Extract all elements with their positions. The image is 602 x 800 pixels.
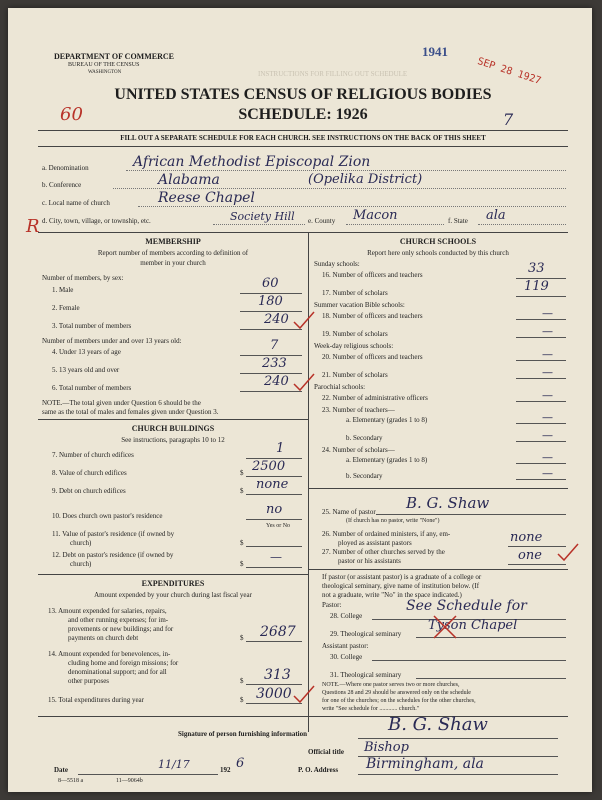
check-mark-icon	[556, 540, 580, 564]
q15-value: 3000	[256, 686, 292, 702]
q8-label: 8. Value of church edifices	[52, 469, 127, 477]
q3-label: 3. Total number of members	[52, 322, 132, 330]
membership-note-1: NOTE.—The total given under Question 6 should be the	[42, 399, 201, 407]
q9-dollar: $	[240, 487, 244, 495]
year-label: 192	[220, 766, 231, 774]
yes-no-hint: Yes or No	[266, 523, 291, 529]
department-name: DEPARTMENT OF COMMERCE	[54, 52, 175, 61]
denomination-label: a. Denomination	[42, 164, 89, 172]
margin-mark: R	[26, 216, 40, 237]
by-sex-label: Number of members, by sex:	[42, 274, 124, 282]
q13-label-d: payments on church debt	[68, 634, 139, 642]
q26-label-a: 26. Number of ordained ministers, if any, em-	[322, 530, 451, 538]
stamp-number: 1941	[422, 44, 448, 59]
q10-value: no	[266, 502, 283, 517]
date-value: 11/17	[158, 758, 190, 771]
q14-value: 313	[264, 667, 291, 683]
year-value: 6	[236, 756, 245, 771]
city-value: Society Hill	[230, 210, 295, 223]
q12-value: —	[270, 550, 282, 564]
q25-value: B. G. Shaw	[406, 494, 490, 512]
check-mark-icon	[292, 308, 316, 332]
q9-label: 9. Debt on church edifices	[52, 487, 126, 495]
q13-dollar: $	[240, 634, 244, 642]
q26-label-b: ployed as assistant pastors	[338, 539, 412, 547]
q27-label-a: 27. Number of other churches served by the	[322, 548, 445, 556]
county-value: Macon	[353, 208, 398, 223]
assistant-pastor-label: Assistant pastor:	[322, 642, 369, 650]
q27-label-b: pastor or his assistants	[338, 557, 401, 565]
q14-label-c: denominational support; and for all	[68, 668, 167, 676]
state-value: ala	[486, 208, 506, 223]
pastor-label: Pastor:	[322, 601, 342, 609]
q19-dash: —	[542, 325, 553, 338]
q22-label: 22. Number of administrative officers	[322, 394, 428, 402]
q24a-dash: —	[542, 451, 553, 464]
q28-value: See Schedule for	[406, 598, 527, 614]
q15-label: 15. Total expenditures during year	[48, 696, 144, 704]
weekday-label: Week-day religious schools:	[314, 342, 394, 350]
handwritten-code: 60	[60, 104, 83, 125]
date-label: Date	[54, 766, 68, 774]
q14-label-d: other purposes	[68, 677, 110, 685]
q14-label-a: 14. Amount expended for benevolences, in-	[48, 650, 171, 658]
q23b-label: b. Secondary	[346, 434, 383, 442]
pastor-note-1: NOTE.—Where one pastor serves two or more churches,	[322, 682, 460, 688]
q3-value: 240	[264, 312, 289, 327]
graduate-note-2: theological seminary, give name of institution below. (If	[322, 582, 480, 590]
q5-value: 233	[262, 356, 287, 371]
q7-value: 1	[276, 441, 285, 456]
q7-label: 7. Number of church edifices	[52, 451, 134, 459]
q1-label: 1. Male	[52, 286, 74, 294]
membership-intro-2: member in your church	[140, 259, 206, 267]
q23a-dash: —	[542, 411, 553, 424]
form-code-2: 11—9064b	[116, 778, 143, 784]
q8-dollar: $	[240, 469, 244, 477]
form-code-1: 8—5518 a	[58, 778, 84, 784]
q16-value: 33	[528, 261, 545, 276]
pastor-note-3: for one of the churches; on the schedules for the other churches,	[322, 698, 476, 704]
signature-label: Signature of person furnishing information	[178, 730, 307, 738]
q24a-label: a. Elementary (grades 1 to 8)	[346, 456, 428, 464]
buildings-intro: See instructions, paragraphs 10 to 12	[121, 436, 225, 444]
buildings-heading: CHURCH BUILDINGS	[131, 424, 215, 433]
denomination-value: African Methodist Episcopal Zion	[133, 154, 371, 170]
q4-label: 4. Under 13 years of age	[52, 348, 121, 356]
q23-label: 23. Number of teachers—	[322, 406, 395, 414]
age-intro-label: Number of members under and over 13 years old:	[42, 337, 182, 345]
received-date-stamp: SEP 28 1927	[475, 56, 543, 87]
q31-label: 31. Theological seminary	[330, 671, 402, 679]
q24-label: 24. Number of scholars—	[322, 446, 395, 454]
schools-intro: Report here only schools conducted by this church	[367, 249, 509, 257]
q25-label: 25. Name of pastor	[322, 508, 376, 516]
q24b-dash: —	[542, 467, 553, 480]
census-schedule-page	[8, 8, 592, 792]
q23b-dash: —	[542, 429, 553, 442]
q21-label: 21. Number of scholars	[322, 371, 388, 379]
conference-label: b. Conference	[42, 181, 82, 189]
local-name-value: Reese Chapel	[158, 190, 255, 206]
q4-value: 7	[270, 338, 279, 353]
q9-value: none	[256, 477, 289, 492]
summer-label: Summer vacation Bible schools:	[314, 301, 405, 309]
q2-value: 180	[258, 294, 283, 309]
q17-label: 17. Number of scholars	[322, 289, 388, 297]
q13-label-b: and other running expenses; for im-	[68, 616, 169, 624]
graduate-note-3: not a graduate, write "No" in the space indicated.)	[322, 591, 462, 599]
q20-dash: —	[542, 348, 553, 361]
expenditures-heading: EXPENDITURES	[141, 579, 205, 588]
q30-label: 30. College	[330, 653, 363, 661]
check-mark-icon	[292, 370, 316, 394]
q14-dollar: $	[240, 677, 244, 685]
schools-heading: CHURCH SCHOOLS	[399, 237, 477, 246]
q26-value: none	[510, 530, 543, 545]
page-subtitle: SCHEDULE: 1926	[238, 106, 368, 123]
q13-value: 2687	[260, 624, 296, 640]
city-name: WASHINGTON	[88, 70, 122, 75]
city-label: d. City, town, village, or township, etc.	[42, 217, 151, 225]
cross-mark-icon	[430, 612, 460, 642]
q12-label-b: church)	[70, 560, 92, 568]
page-title: UNITED STATES CENSUS OF RELIGIOUS BODIES	[114, 86, 492, 103]
membership-heading: MEMBERSHIP	[145, 237, 201, 246]
sunday-label: Sunday schools:	[314, 260, 360, 268]
handwritten-seven: 7	[503, 110, 514, 129]
membership-note-2: same as the total of males and females given under Question 3.	[42, 408, 219, 416]
q12-dollar: $	[240, 560, 244, 568]
membership-intro-1: Report number of members according to definition of	[97, 249, 249, 257]
signature-value: B. G. Shaw	[388, 714, 488, 735]
instruction-line: FILL OUT A SEPARATE SCHEDULE FOR EACH CHURCH. SEE INSTRUCTIONS ON THE BACK OF THIS SHEET	[120, 134, 486, 142]
q14-label-b: cluding home and foreign missions; for	[68, 659, 179, 667]
q5-label: 5. 13 years old and over	[52, 366, 120, 374]
q21-dash: —	[542, 366, 553, 379]
q12-label-a: 12. Debt on pastor's residence (if owned by	[52, 551, 174, 559]
q23a-label: a. Elementary (grades 1 to 8)	[346, 416, 428, 424]
q2-label: 2. Female	[52, 304, 80, 312]
graduate-note-1: If pastor (or assistant pastor) is a graduate of a college or	[322, 573, 482, 581]
q19-label: 19. Number of scholars	[322, 330, 388, 338]
official-title-label: Official title	[308, 748, 344, 756]
q27-value: one	[518, 548, 542, 563]
official-title-value: Bishop	[364, 740, 409, 755]
q8-value: 2500	[252, 459, 286, 474]
q10-label: 10. Does church own pastor's residence	[52, 512, 163, 520]
q11-label-b: church)	[70, 539, 92, 547]
pastor-note-2: Questions 28 and 29 should be answered only on the schedule	[322, 690, 471, 696]
q25-note: (If church has no pastor, write "None")	[346, 518, 440, 524]
q6-label: 6. Total number of members	[52, 384, 132, 392]
state-label: f. State	[448, 217, 468, 225]
q11-dollar: $	[240, 539, 244, 547]
q1-value: 60	[262, 276, 279, 291]
county-label: e. County	[308, 217, 336, 225]
local-name-label: c. Local name of church	[42, 199, 110, 207]
q15-dollar: $	[240, 696, 244, 704]
conference-value: Alabama	[158, 172, 220, 188]
q17-value: 119	[524, 279, 549, 294]
q18-dash: —	[542, 307, 553, 320]
q22-dash: —	[542, 389, 553, 402]
q11-label-a: 11. Value of pastor's residence (if owned by	[52, 530, 175, 538]
conference-district-value: (Opelika District)	[308, 172, 423, 187]
q20-label: 20. Number of officers and teachers	[322, 353, 423, 361]
q13-label-c: provements or new buildings; and for	[68, 625, 174, 633]
q24b-label: b. Secondary	[346, 472, 383, 480]
address-label: P. O. Address	[298, 766, 339, 774]
bureau-name: BUREAU OF THE CENSUS	[68, 62, 140, 68]
q6-value: 240	[264, 374, 289, 389]
ghost-text: INSTRUCTIONS FOR FILLING OUT SCHEDULE	[258, 70, 408, 78]
q13-label-a: 13. Amount expended for salaries, repairs,	[48, 607, 167, 615]
q18-label: 18. Number of officers and teachers	[322, 312, 423, 320]
q29-label: 29. Theological seminary	[330, 630, 402, 638]
pastor-note-4: write "See schedule for ............ church."	[322, 706, 420, 712]
check-mark-icon	[292, 682, 316, 706]
q29-value: Tyson Chapel	[428, 618, 518, 633]
q16-label: 16. Number of officers and teachers	[322, 271, 423, 279]
expenditures-intro: Amount expended by your church during last fiscal year	[94, 591, 252, 599]
parochial-label: Parochial schools:	[314, 383, 366, 391]
address-value: Birmingham, ala	[366, 756, 484, 772]
q28-label: 28. College	[330, 612, 363, 620]
